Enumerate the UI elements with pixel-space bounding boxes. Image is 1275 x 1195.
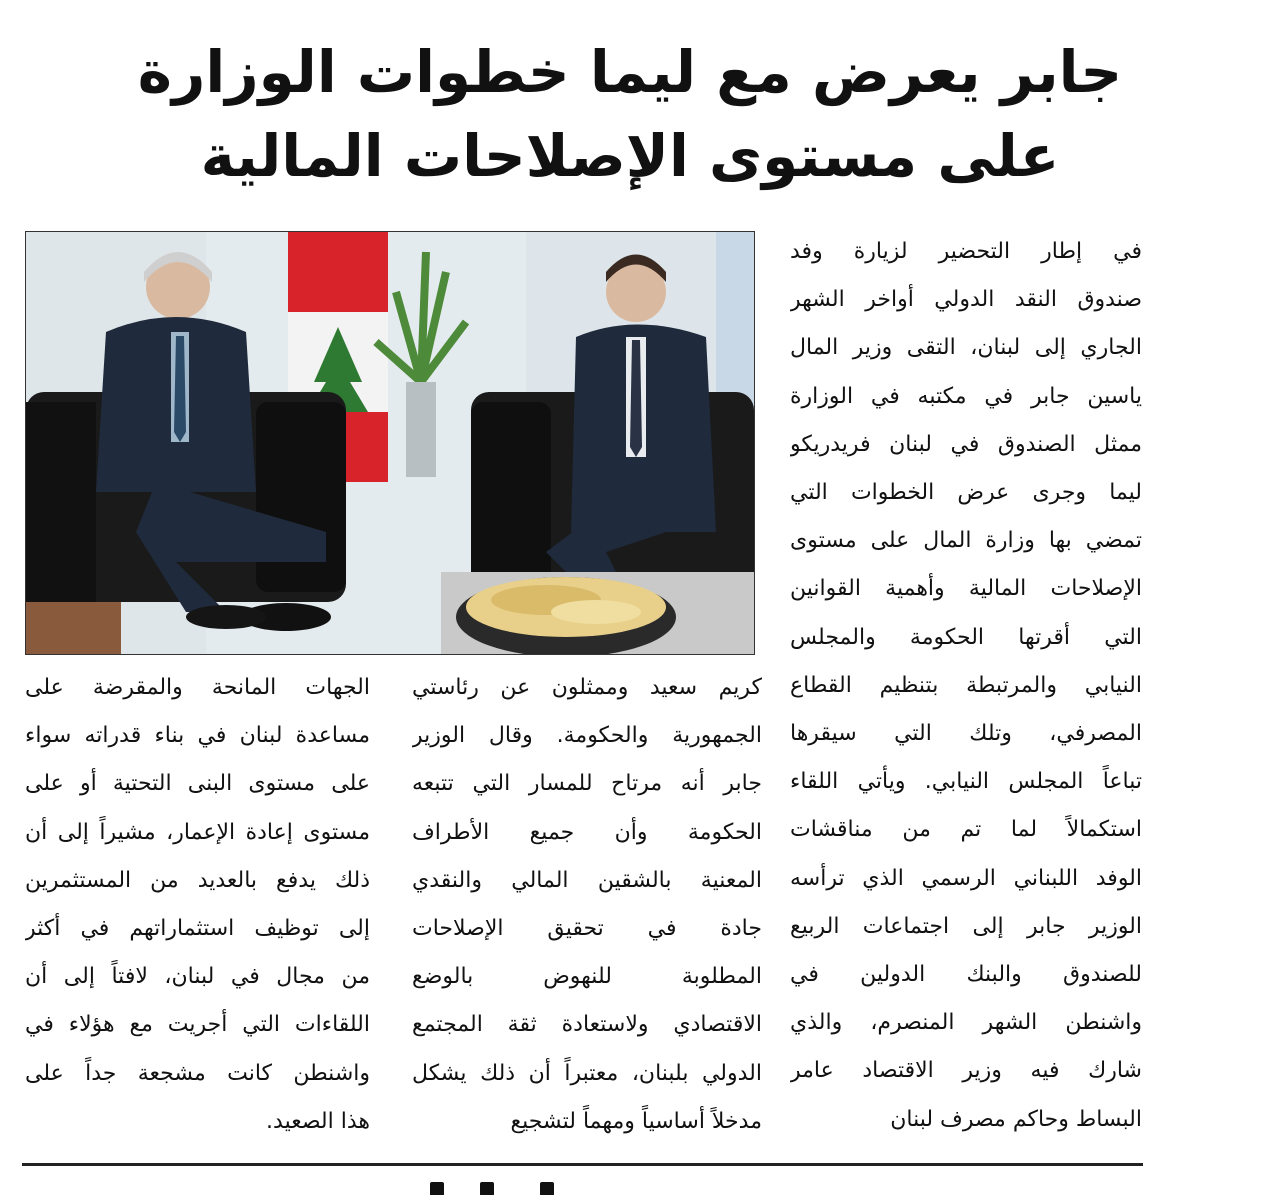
- article-line: من مجال في لبنان، لافتاً إلى أن: [25, 964, 370, 990]
- article-line: إلى توظيف استثماراتهم في أكثر: [25, 916, 370, 942]
- article-line: ليما وجرى عرض الخطوات التي: [790, 480, 1142, 506]
- article-line: ذلك يدفع بالعديد من المستثمرين: [25, 867, 370, 893]
- article-line: الاقتصادي ولاستعادة ثقة المجتمع: [412, 1012, 762, 1038]
- article-line: تباعاً المجلس النيابي. ويأتي اللقاء: [790, 769, 1142, 795]
- article-line: الوفد اللبناني الرسمي الذي ترأسه: [790, 865, 1142, 891]
- article-line: الجمهورية والحكومة. وقال الوزير: [412, 723, 762, 749]
- article-column-right: [790, 228, 1142, 1144]
- article-line: في إطار التحضير لزيارة وفد: [790, 239, 1142, 264]
- article-line: واشنطن كانت مشجعة جداً على: [25, 1060, 370, 1086]
- article-line: شارك فيه وزير الاقتصاد عامر: [790, 1058, 1142, 1084]
- article-line: هذا الصعيد.: [266, 1108, 370, 1134]
- article-line: استكمالاً لما تم من مناقشات: [790, 817, 1142, 843]
- article-line: تمضي بها وزارة المال على مستوى: [790, 528, 1142, 554]
- article-line: واشنطن الشهر المنصرم، والذي: [790, 1010, 1142, 1036]
- article-column-middle: [412, 664, 762, 1146]
- article-line: ممثل الصندوق في لبنان فريدريكو: [790, 431, 1142, 457]
- headline: [40, 30, 1220, 198]
- article-line: الجهات المانحة والمقرضة على: [25, 675, 370, 700]
- article-line: التي أقرتها الحكومة والمجلس: [790, 624, 1142, 650]
- article-line: البساط وحاكم مصرف لبنان: [890, 1106, 1142, 1132]
- article-line: الدولي بلبنان، معتبراً أن ذلك يشكل: [412, 1060, 762, 1086]
- next-article-headline-cutoff: [420, 1178, 620, 1195]
- meeting-photo-illustration: [26, 232, 754, 654]
- article-line: الوزير جابر إلى اجتماعات الربيع: [790, 913, 1142, 939]
- article-line: الإصلاحات المالية وأهمية القوانين: [790, 576, 1142, 602]
- article-line: المصرفي، وتلك التي سيقرها: [790, 721, 1142, 747]
- article-line: المعنية بالشقين المالي والنقدي: [412, 867, 762, 893]
- article-line: ياسين جابر في مكتبه في الوزارة: [790, 383, 1142, 409]
- article-line: المطلوبة للنهوض بالوضع: [412, 964, 762, 990]
- article-line: مساعدة لبنان في بناء قدراته سواء: [25, 723, 370, 749]
- article-line: الجاري إلى لبنان، التقى وزير المال: [790, 335, 1142, 361]
- article-line: جادة في تحقيق الإصلاحات: [412, 916, 762, 942]
- article-line: اللقاءات التي أجريت مع هؤلاء في: [25, 1012, 370, 1038]
- article-line: مدخلاً أساسياً ومهماً لتشجيع: [510, 1108, 762, 1134]
- bottom-rule: [22, 1163, 1143, 1166]
- meeting-photo: [25, 231, 755, 655]
- article-column-left: [25, 664, 370, 1146]
- article-line: الحكومة وأن جميع الأطراف: [412, 819, 762, 845]
- article-line: للصندوق والبنك الدولين في: [790, 962, 1142, 988]
- headline-line-1: جابر يعرض مع ليما خطوات الوزارة: [137, 38, 1123, 106]
- article-line: مستوى إعادة الإعمار، مشيراً إلى أن: [25, 819, 370, 845]
- article-line: جابر أنه مرتاح للمسار التي تتبعه: [412, 771, 762, 797]
- article-line: النيابي والمرتبطة بتنظيم القطاع: [790, 672, 1142, 698]
- article-line: صندوق النقد الدولي أواخر الشهر: [790, 287, 1142, 313]
- article-line: على مستوى البنى التحتية أو على: [25, 771, 370, 797]
- headline-line-2: على مستوى الإصلاحات المالية: [200, 122, 1060, 190]
- article-line: كريم سعيد وممثلون عن رئاستي: [412, 675, 762, 700]
